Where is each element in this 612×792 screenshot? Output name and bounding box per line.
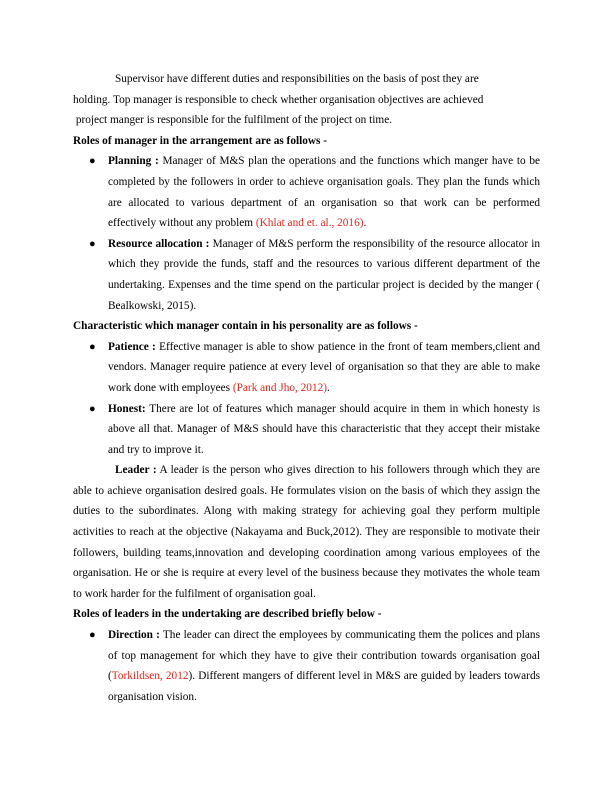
bullet-item-resource-allocation bbox=[73, 234, 540, 316]
bullet-icon: ● bbox=[89, 155, 96, 168]
section-heading-leader-roles: Roles of leaders in the undertaking are described briefly below - bbox=[73, 608, 382, 621]
bullet-text: The leader can direct the employees by communicating them the polices and plans of top management for which they have to give their contribution towards organisation goal ( bbox=[108, 629, 540, 683]
bullet-label: Honest: bbox=[108, 402, 146, 415]
bullet-label: Patience : bbox=[108, 340, 156, 353]
bullet-label: Resource allocation : bbox=[108, 237, 210, 250]
citation: (Khlat and et. al., 2016) bbox=[255, 217, 364, 230]
bullet-icon: ● bbox=[89, 402, 96, 415]
bullet-tail: ). Different mangers of different level in M&S are guided by leaders towards organisation vision. bbox=[108, 670, 540, 703]
bullet-icon: ● bbox=[89, 237, 96, 250]
citation: Torkildsen, 2012 bbox=[111, 670, 189, 683]
bullet-item-direction bbox=[73, 625, 540, 707]
citation: (Park and Jho, 2012) bbox=[232, 381, 328, 394]
leader-text: A leader is the person who gives direction to his followers through which they are able to achieve organisation desired goals. He formulates vision on the basis of which they assign the duties to the subordinates. Along with making strategy for achieving goal they perform multiple activities to reach at the objective (Nakayama and Buck,2012). They are responsible to motivate their followers, building teams,innovation and developing coordination among various employees of the organisation. He or she is require at every level of the business because they motivates the whole team to work harder for the fulfilment of organisation goal. bbox=[73, 464, 540, 600]
bullet-item-honest bbox=[73, 399, 540, 461]
bullet-text: Manager of M&S perform the responsibility of the resource allocator in which they provide the funds, staff and the resources to various different department of the undertaking. Expenses and the time spend on the particular project is decided by the manger ( Bealkowski, 2015). bbox=[108, 237, 540, 312]
bullet-tail: . bbox=[363, 217, 367, 230]
bullet-label: Direction : bbox=[108, 629, 160, 642]
bullet-text: Manager of M&S plan the operations and the functions which manger have to be completed by the followers in order to achieve organisation goals. They plan the funds which are allocated to various department of an organisation so that work can be performed effectively without any problem bbox=[108, 155, 540, 230]
bullet-icon: ● bbox=[89, 340, 96, 353]
bullet-label: Planning : bbox=[108, 155, 159, 168]
intro-line-2: holding. Top manager is responsible to check whether organisation objectives are achieved bbox=[73, 93, 484, 106]
bullet-item-patience bbox=[73, 337, 540, 399]
bullet-text: There are lot of features which manager should acquire in them in which honesty is above all that. Manager of M&S should have this characteristic that they accept their mistake and try to improve it. bbox=[108, 402, 540, 456]
leader-label: Leader : bbox=[115, 464, 157, 477]
bullet-text: Effective manager is able to show patience in the front of team members,client and vendors. Manager require patience at every level of organisation so that they are able to make work done with employees bbox=[108, 340, 540, 394]
leader-paragraph bbox=[73, 460, 540, 604]
intro-line-3: project manger is responsible for the fulfilment of the project on time. bbox=[73, 114, 393, 127]
bullet-icon: ● bbox=[89, 629, 96, 642]
section-heading-manager-characteristics: Characteristic which manager contain in his personality are as follows - bbox=[73, 320, 418, 333]
document-page bbox=[73, 69, 540, 707]
bullet-tail: . bbox=[327, 381, 330, 394]
section-heading-manager-roles: Roles of manager in the arrangement are as follows - bbox=[73, 134, 328, 147]
intro-line-1: Supervisor have different duties and responsibilities on the basis of post they are bbox=[115, 73, 479, 85]
bullet-item-planning bbox=[73, 151, 540, 233]
